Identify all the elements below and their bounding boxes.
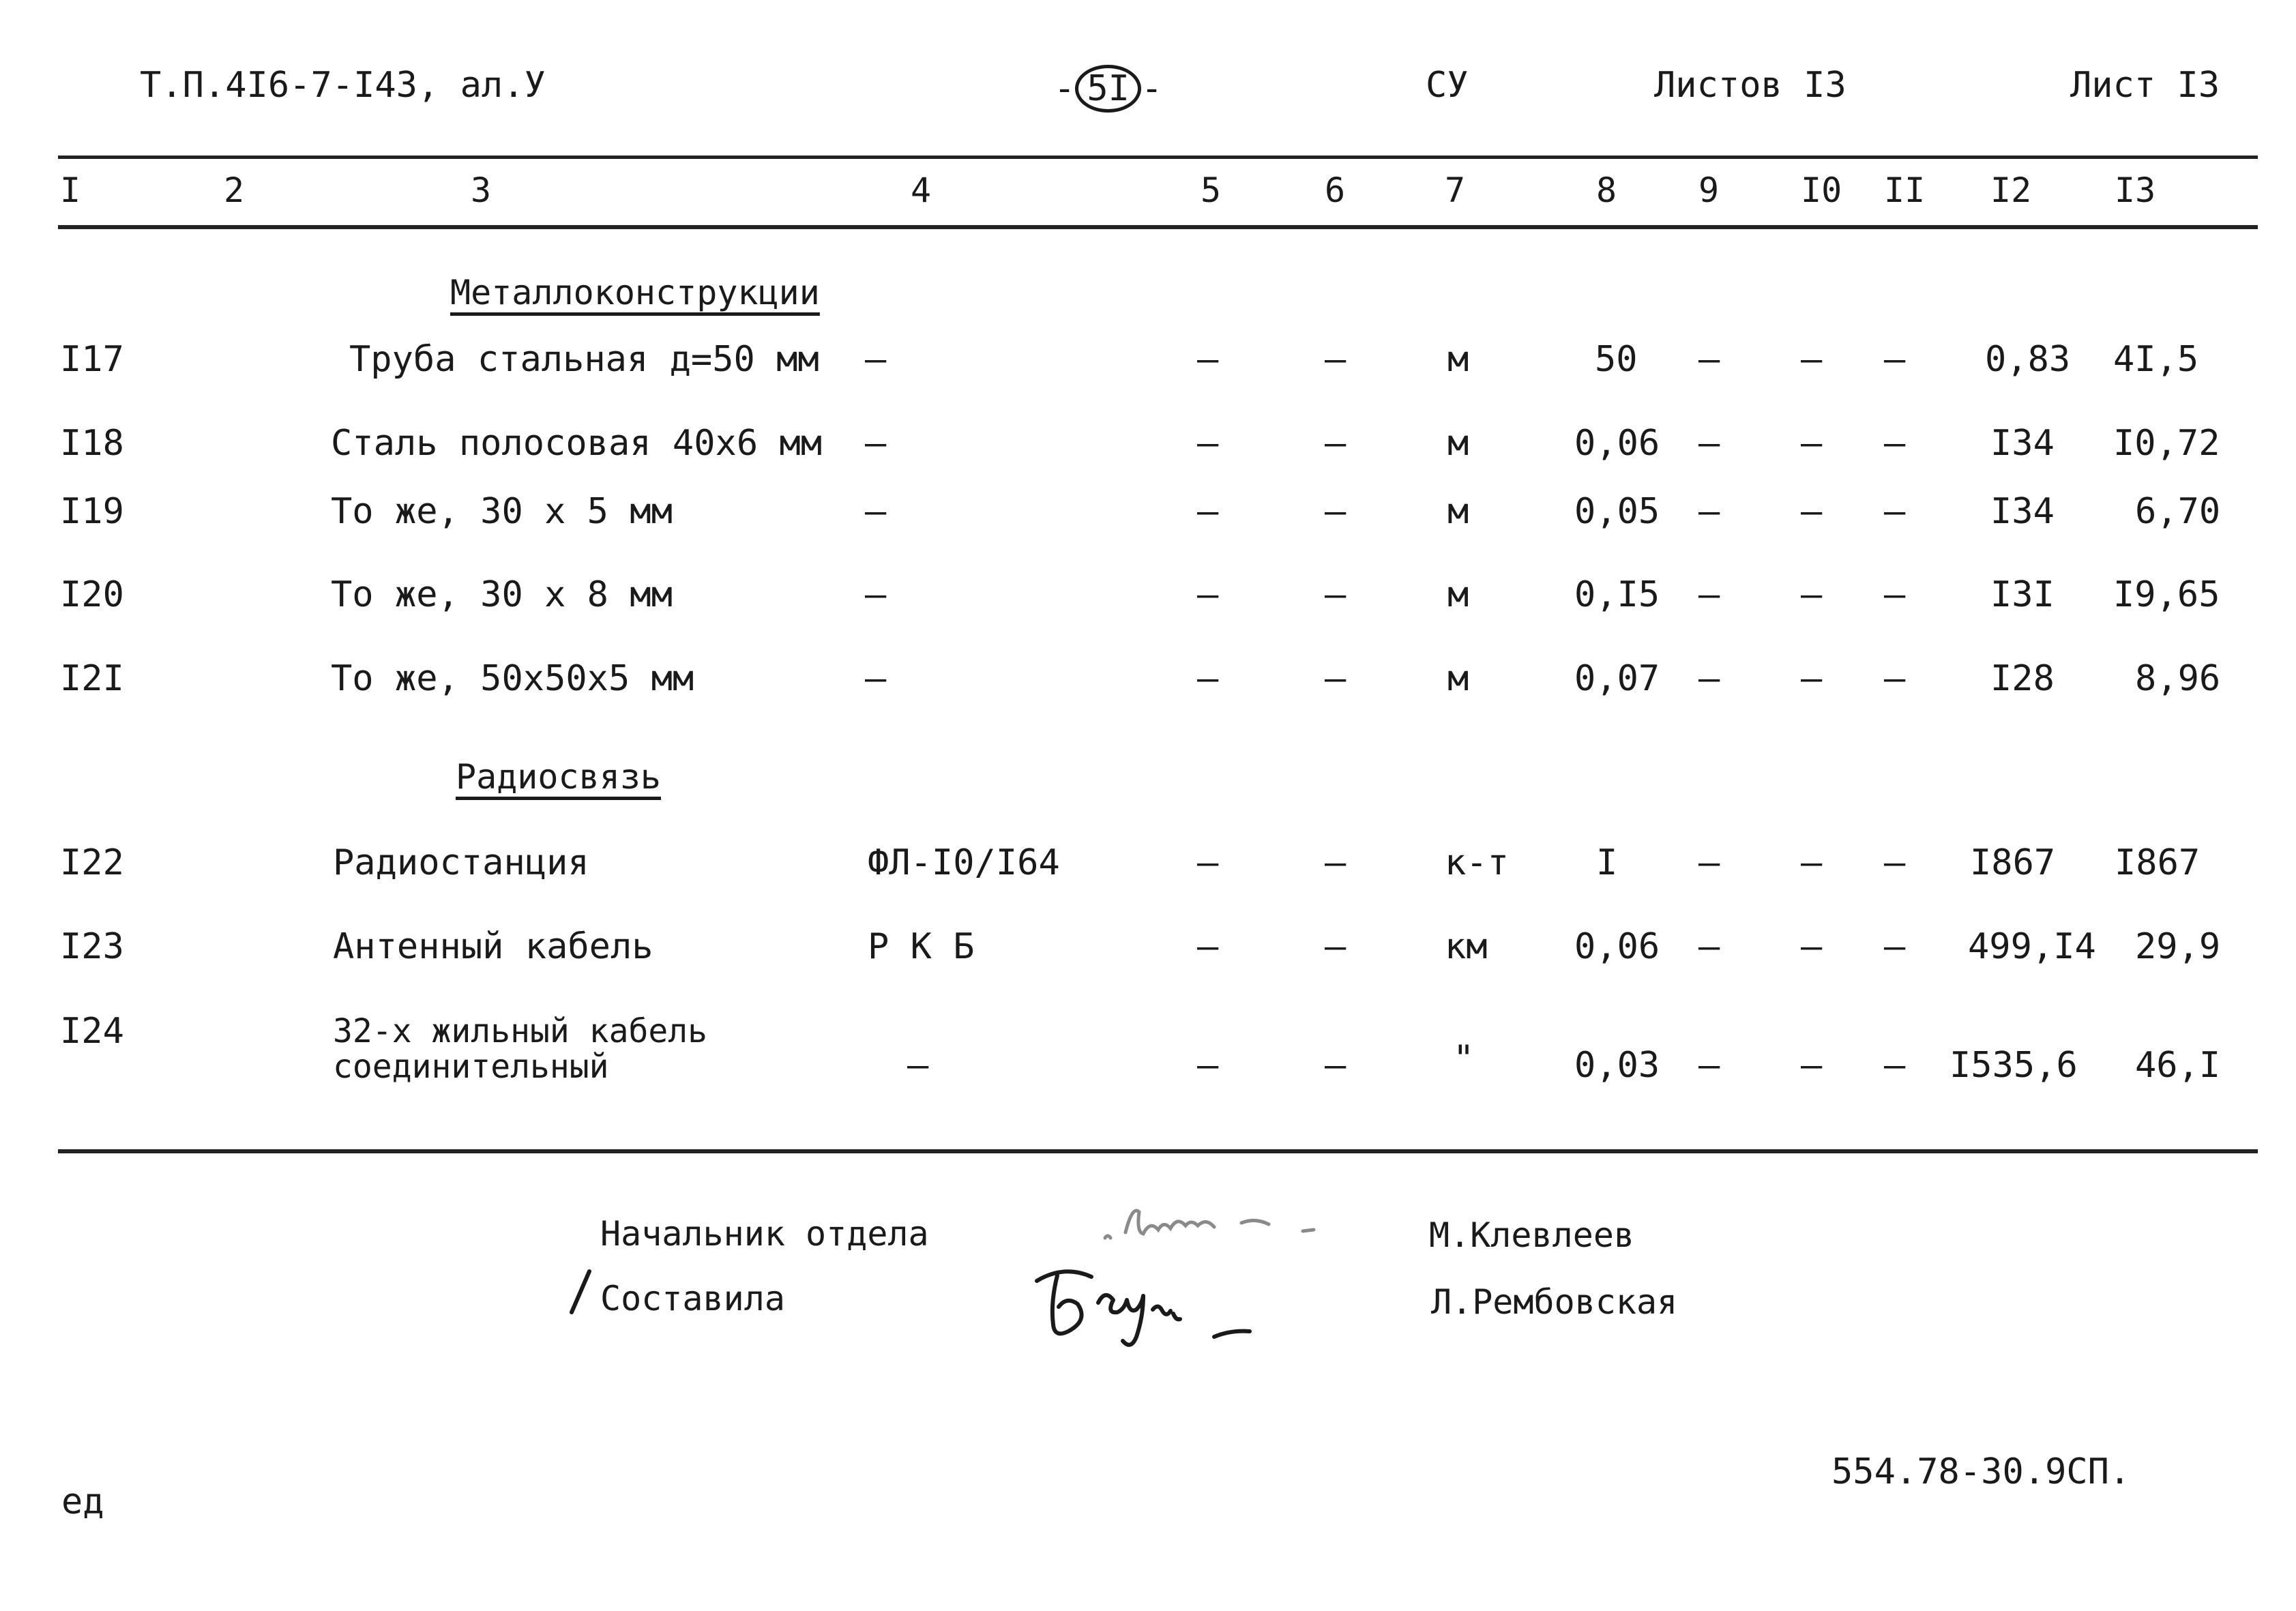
row-name-line2: соединительный	[333, 1048, 609, 1086]
row-col11: –	[1884, 926, 1906, 967]
sheets-count: Листов I3	[1654, 65, 1846, 106]
row-col9: –	[1698, 423, 1720, 464]
row-col9: –	[1698, 926, 1720, 967]
row-qty: 0,07	[1574, 658, 1660, 699]
row-mark: –	[865, 491, 887, 532]
row-name: То же, 30 х 5 мм	[331, 491, 673, 532]
row-col11: –	[1884, 1045, 1906, 1086]
footer-left-mark: ед	[61, 1481, 104, 1522]
col-number-2: 2	[224, 171, 245, 210]
row-col6: –	[1325, 658, 1346, 699]
col-number-12: I2	[1990, 171, 2032, 210]
row-price: 499,I4	[1968, 926, 2096, 967]
footer-document-number: 554.78-30.9СП.	[1831, 1451, 2131, 1492]
row-id: I23	[60, 926, 124, 967]
row-col10: –	[1801, 658, 1823, 699]
row-mark: Р К Б	[868, 926, 975, 967]
row-name: То же, 30 х 8 мм	[331, 574, 673, 615]
row-unit: "	[1453, 1038, 1475, 1079]
row-col5: –	[1197, 1045, 1219, 1086]
row-name: Сталь полосовая 40х6 мм	[331, 423, 823, 464]
col-number-5: 5	[1201, 171, 1222, 210]
header-top-rule	[58, 156, 2258, 159]
row-total: 46,I	[2135, 1045, 2221, 1086]
row-unit: м	[1447, 339, 1469, 380]
row-total: 8,96	[2135, 658, 2221, 699]
row-col9: –	[1698, 842, 1720, 883]
row-id: I2I	[60, 658, 124, 699]
row-col6: –	[1325, 1045, 1346, 1086]
col-number-4: 4	[911, 171, 932, 210]
row-col5: –	[1197, 339, 1219, 380]
row-qty: 0,03	[1574, 1045, 1660, 1086]
row-price: I3I	[1990, 574, 2055, 615]
row-price: 0,83	[1985, 339, 2071, 380]
col-number-11: II	[1884, 171, 1926, 210]
row-col11: –	[1884, 658, 1906, 699]
row-name: Радиостанция	[333, 842, 589, 883]
row-id: I18	[60, 423, 124, 464]
row-total: 6,70	[2135, 491, 2221, 532]
section-title-radio: Радиосвязь	[456, 757, 662, 797]
row-price: I34	[1990, 423, 2055, 464]
row-mark: –	[865, 423, 887, 464]
col-number-8: 8	[1596, 171, 1617, 210]
row-qty: 0,06	[1574, 423, 1660, 464]
row-total: I9,65	[2113, 574, 2220, 615]
header-bottom-rule	[58, 225, 2258, 229]
row-col6: –	[1325, 842, 1346, 883]
row-col11: –	[1884, 491, 1906, 532]
col-number-10: I0	[1801, 171, 1842, 210]
page-number: - 5I -	[1054, 65, 1162, 113]
row-qty: I	[1596, 842, 1618, 883]
row-col9: –	[1698, 574, 1720, 615]
row-total: 29,9	[2135, 926, 2221, 967]
row-col11: –	[1884, 842, 1906, 883]
row-qty: 0,05	[1574, 491, 1660, 532]
row-total: I0,72	[2113, 423, 2220, 464]
row-col9: –	[1698, 491, 1720, 532]
row-col9: –	[1698, 1045, 1720, 1086]
row-unit: м	[1447, 423, 1469, 464]
row-col5: –	[1197, 423, 1219, 464]
compiler-signature-image	[1023, 1255, 1282, 1371]
row-col9: –	[1698, 658, 1720, 699]
row-price: I535,6	[1949, 1045, 2078, 1086]
row-name: Антенный кабель	[333, 926, 653, 967]
col-number-3: 3	[471, 171, 492, 210]
row-col10: –	[1801, 1045, 1823, 1086]
row-name: Труба стальная д=50 мм	[349, 339, 819, 380]
row-unit: м	[1447, 658, 1469, 699]
handwritten-tick-mark	[566, 1269, 593, 1316]
row-price: I34	[1990, 491, 2055, 532]
table-bottom-rule	[58, 1149, 2258, 1153]
row-col10: –	[1801, 574, 1823, 615]
head-signature-image	[1098, 1190, 1357, 1252]
row-col10: –	[1801, 339, 1823, 380]
col-number-1: I	[60, 171, 81, 210]
row-col11: –	[1884, 339, 1906, 380]
row-col6: –	[1325, 339, 1346, 380]
row-col10: –	[1801, 842, 1823, 883]
page-number-circle: 5I	[1075, 65, 1141, 113]
row-col5: –	[1197, 574, 1219, 615]
row-total: 4I,5	[2113, 339, 2199, 380]
col-number-6: 6	[1325, 171, 1346, 210]
row-price: I28	[1990, 658, 2055, 699]
row-mark: –	[865, 658, 887, 699]
document-code: Т.П.4I6-7-I43, ал.У	[140, 65, 546, 106]
row-unit: к-т	[1445, 842, 1509, 883]
compiler-name: Л.Рембовская	[1431, 1282, 1678, 1322]
row-unit: м	[1447, 574, 1469, 615]
row-col6: –	[1325, 423, 1346, 464]
head-of-department-label: Начальник отдела	[600, 1214, 929, 1254]
row-price: I867	[1970, 842, 2056, 883]
row-col9: –	[1698, 339, 1720, 380]
row-col5: –	[1197, 926, 1219, 967]
row-col10: –	[1801, 491, 1823, 532]
col-number-9: 9	[1698, 171, 1720, 210]
row-qty: 50	[1595, 339, 1638, 380]
sheet-number: Лист I3	[2070, 65, 2220, 106]
row-name: То же, 50х50х5 мм	[331, 658, 694, 699]
row-col6: –	[1325, 491, 1346, 532]
col-number-7: 7	[1445, 171, 1466, 210]
row-mark: –	[865, 574, 887, 615]
row-id: I19	[60, 491, 124, 532]
row-name-line1: 32-х жильный кабель	[333, 1012, 708, 1050]
row-id: I24	[60, 1011, 124, 1052]
row-unit: км	[1445, 926, 1488, 967]
section-title-metal: Металлоконструкции	[450, 273, 820, 312]
row-id: I22	[60, 842, 124, 883]
row-unit: м	[1447, 491, 1469, 532]
row-col5: –	[1197, 491, 1219, 532]
row-col11: –	[1884, 423, 1906, 464]
row-col6: –	[1325, 926, 1346, 967]
row-mark: ФЛ-I0/I64	[868, 842, 1060, 883]
row-total: I867	[2115, 842, 2201, 883]
head-of-department-name: М.Клевлеев	[1429, 1215, 1635, 1255]
row-id: I17	[60, 339, 124, 380]
row-col6: –	[1325, 574, 1346, 615]
row-col11: –	[1884, 574, 1906, 615]
row-col5: –	[1197, 842, 1219, 883]
section-code: СУ	[1426, 65, 1469, 106]
row-col10: –	[1801, 926, 1823, 967]
row-qty: 0,06	[1574, 926, 1660, 967]
row-qty: 0,I5	[1574, 574, 1660, 615]
row-mark: –	[907, 1045, 929, 1086]
col-number-13: I3	[2115, 171, 2156, 210]
row-id: I20	[60, 574, 124, 615]
compiler-label: Составила	[600, 1279, 785, 1318]
row-mark: –	[865, 339, 887, 380]
row-col10: –	[1801, 423, 1823, 464]
row-col5: –	[1197, 658, 1219, 699]
